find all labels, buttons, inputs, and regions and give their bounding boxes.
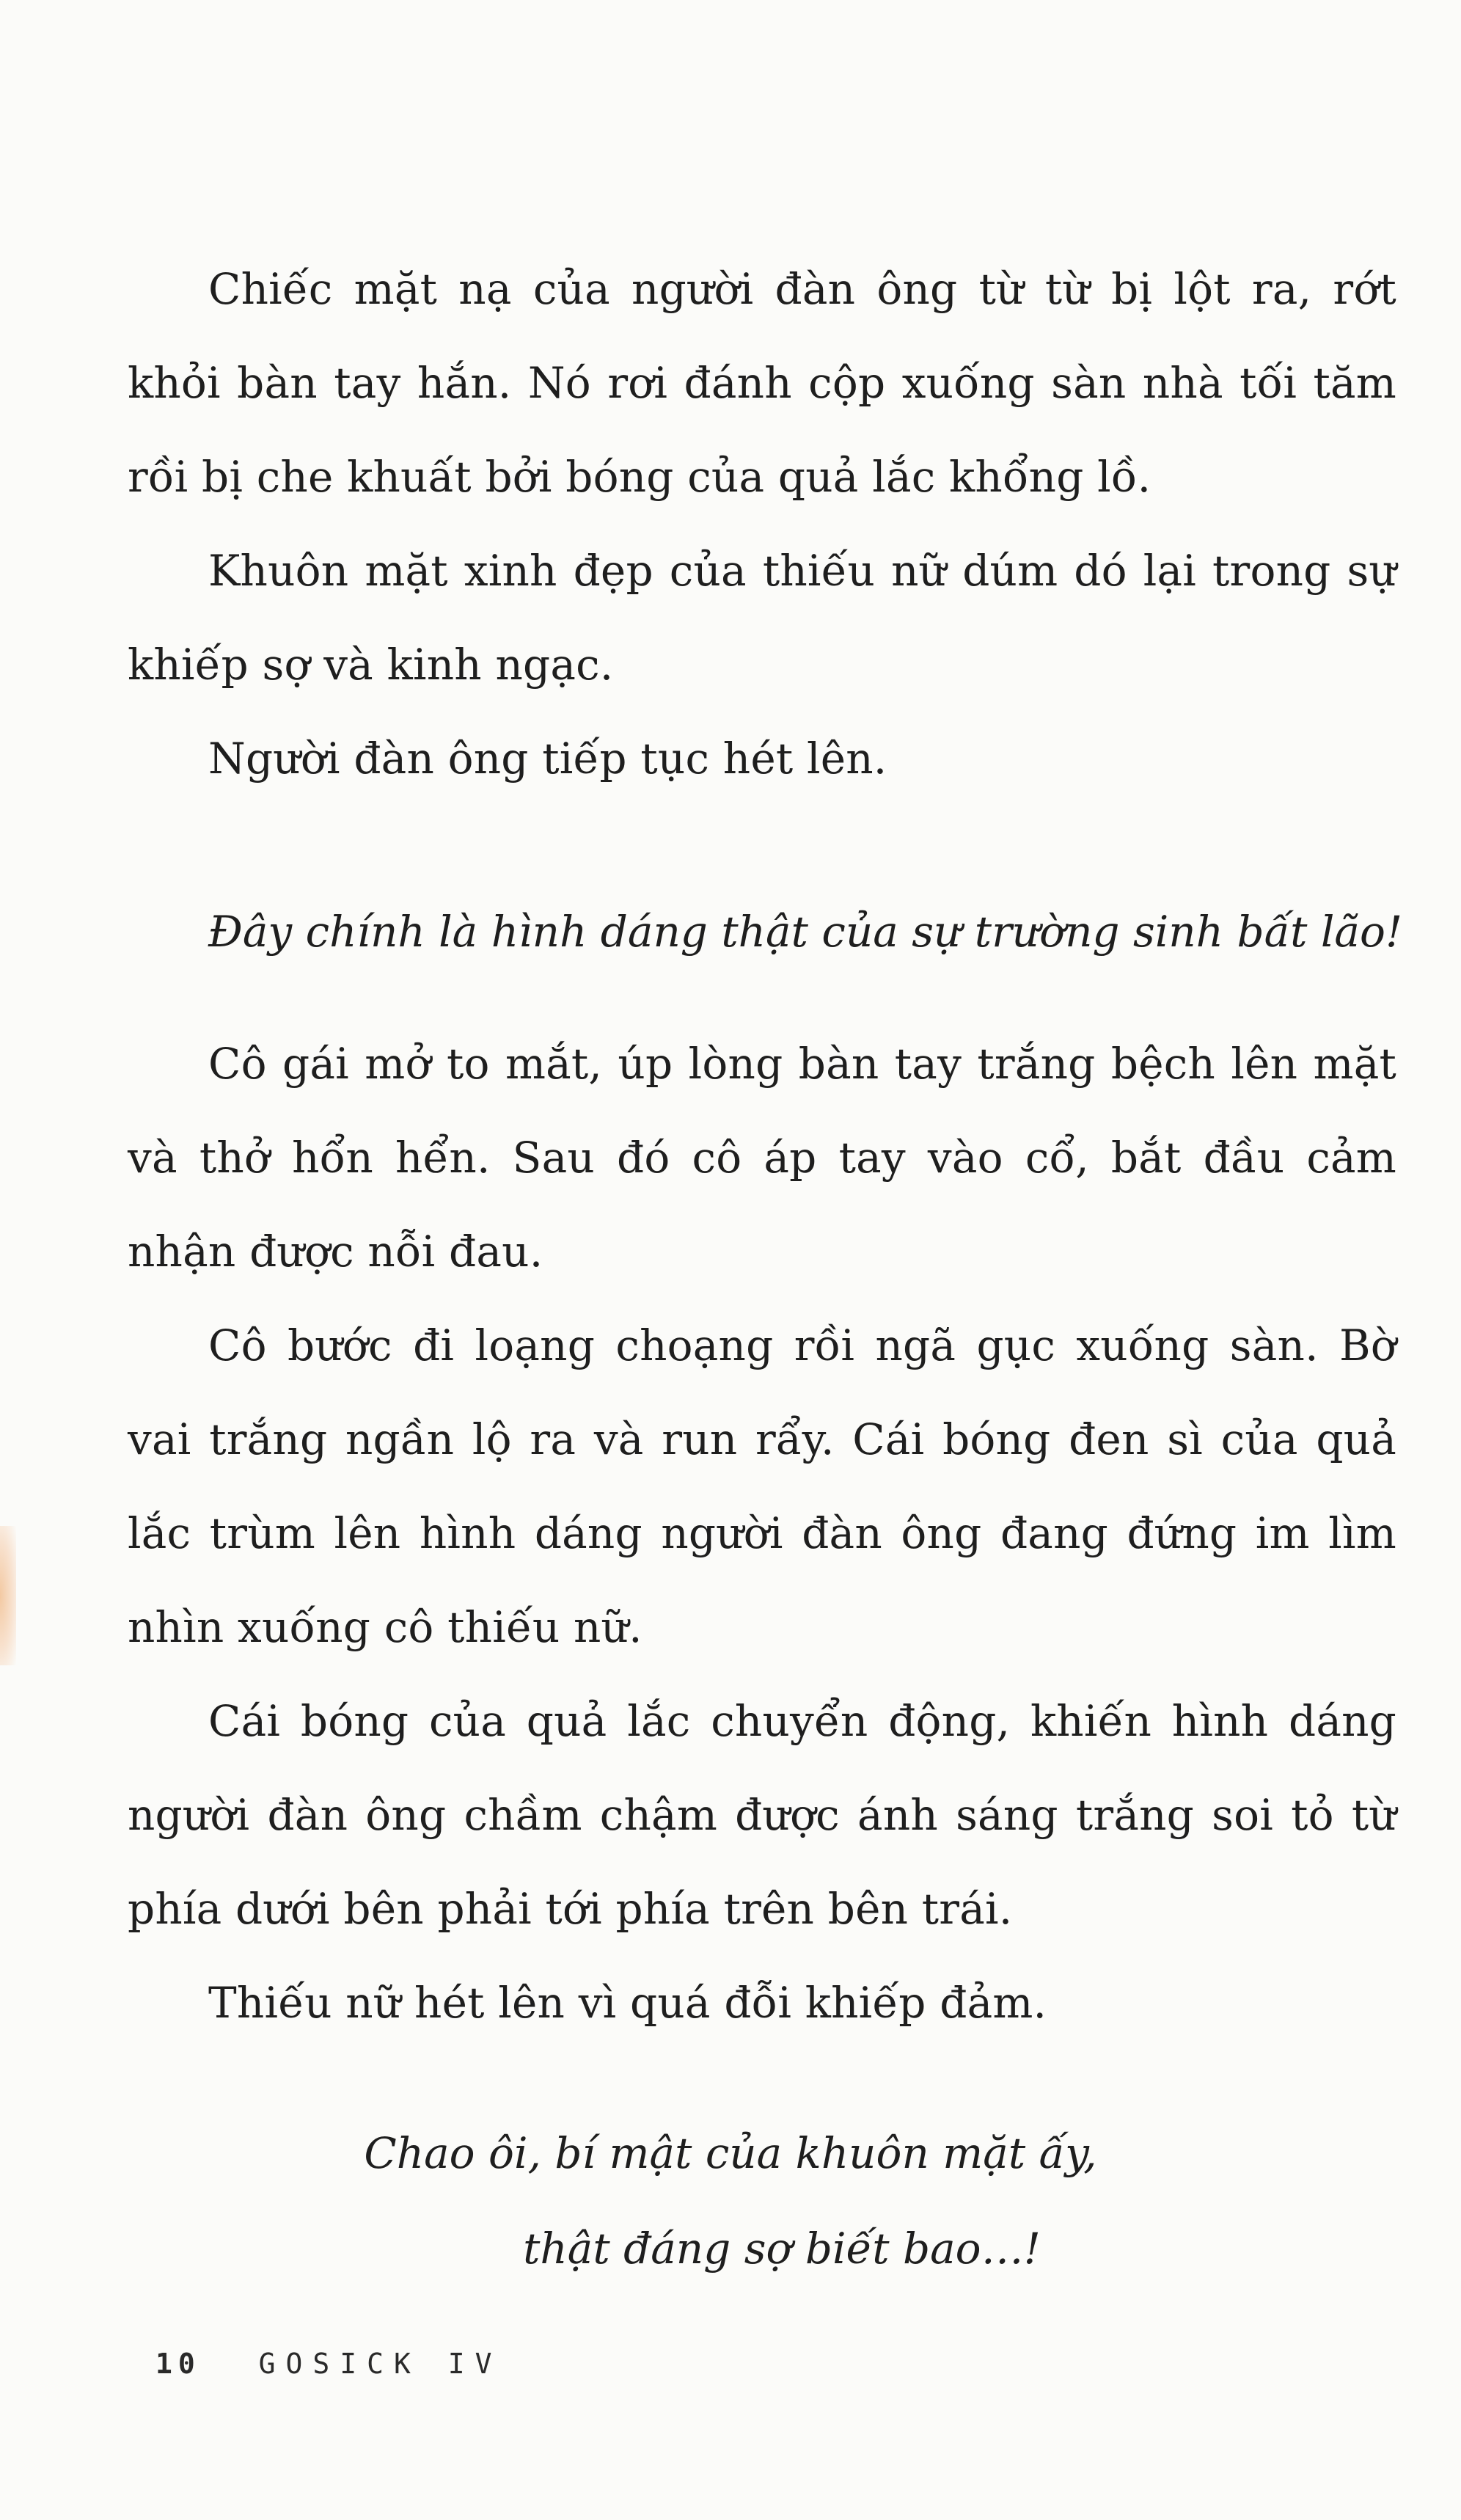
paragraph-girl-screams: Thiếu nữ hét lên vì quá đỗi khiếp đảm. <box>208 1978 1047 2028</box>
page-footer <box>155 2348 502 2380</box>
italic-quote: Đây chính là hình dáng thật của sự trường sinh bất lão! <box>208 907 1403 957</box>
paragraph-mask-falls: Chiếc mặt nạ của người đàn ông từ từ bị lột ra, rớt khỏi bàn tay hắn. Nó rơi đánh cộp xuống sàn nhà tối tăm rồi bị che khuất bởi bóng của quả lắc khổng lồ. <box>128 264 1396 502</box>
closing-verse-line-1: Chao ôi, bí mật của khuôn mặt ấy, <box>364 2128 1097 2178</box>
paragraph-man-shouts: Người đàn ông tiếp tục hét lên. <box>208 734 887 784</box>
paragraph-girl-eyes: Cô gái mở to mắt, úp lòng bàn tay trắng bệch lên mặt và thở hổn hển. Sau đó cô áp tay vào cổ, bắt đầu cảm nhận được nỗi đau. <box>128 1039 1396 1277</box>
page-number: 10 <box>155 2348 201 2380</box>
closing-verse <box>0 2106 1461 2296</box>
paragraph-girl-face: Khuôn mặt xinh đẹp của thiếu nữ dúm dó lại trong sự khiếp sợ và kinh ngạc. <box>128 546 1396 690</box>
paragraph-pendulum-shadow: Cái bóng của quả lắc chuyển động, khiến hình dáng người đàn ông chầm chậm được ánh sáng trắng soi tỏ từ phía dưới bên phải tới phía trên bên trái. <box>128 1696 1396 1934</box>
paragraph-girl-falls: Cô bước đi loạng choạng rồi ngã gục xuống sàn. Bờ vai trắng ngần lộ ra và run rẩy. Cái bóng đen sì của quả lắc trùm lên hình dáng người đàn ông đang đứng im lìm nhìn xuống cô thiếu nữ. <box>128 1321 1396 1652</box>
closing-verse-line-2: thật đáng sợ biết bao…! <box>523 2224 1041 2274</box>
running-title: GOSICK IV <box>258 2348 502 2380</box>
